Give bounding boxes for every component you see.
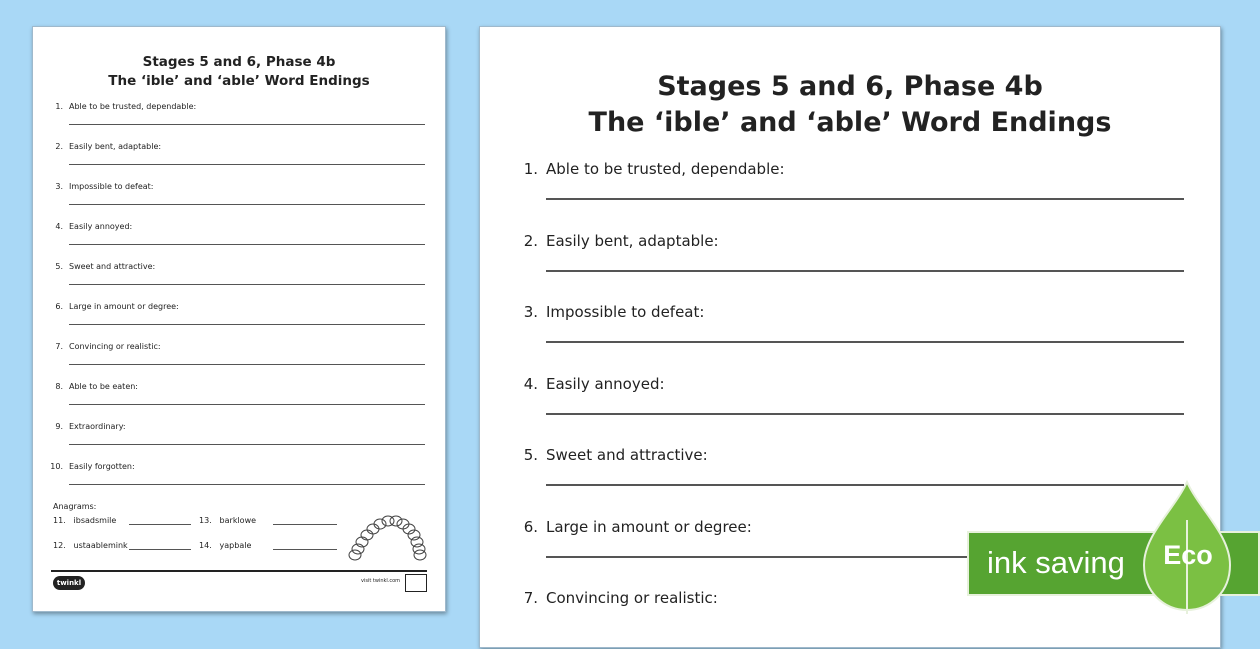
anagram-word: ustaablemink bbox=[73, 541, 128, 550]
footer-url: visit twinkl.com bbox=[361, 578, 401, 584]
question-text: Easily bent, adaptable: bbox=[546, 232, 719, 250]
question-number: 4. bbox=[55, 222, 63, 231]
question-item bbox=[480, 303, 1220, 363]
question-number: 7. bbox=[55, 342, 63, 351]
question-number: 5. bbox=[523, 446, 538, 464]
page-title-line1: Stages 5 and 6, Phase 4b bbox=[142, 54, 336, 70]
anagrams-heading: Anagrams: bbox=[53, 502, 97, 511]
page-title-line2: The ‘ible’ and ‘able’ Word Endings bbox=[588, 107, 1112, 138]
question-text: Convincing or realistic: bbox=[546, 589, 718, 607]
ink-saving-text: ink saving bbox=[987, 545, 1125, 580]
question-number: 1. bbox=[55, 102, 63, 111]
question-item bbox=[480, 589, 1220, 649]
answer-line bbox=[69, 244, 425, 245]
page-title-line1: Stages 5 and 6, Phase 4b bbox=[657, 71, 1043, 102]
question-item bbox=[33, 102, 445, 142]
answer-line bbox=[129, 549, 191, 550]
question-number: 5. bbox=[55, 262, 63, 271]
answer-line bbox=[69, 444, 425, 445]
answer-line bbox=[273, 549, 337, 550]
question-number: 6. bbox=[55, 302, 63, 311]
answer-line bbox=[69, 324, 425, 325]
question-text: Easily bent, adaptable: bbox=[69, 142, 162, 151]
answer-line bbox=[69, 284, 425, 285]
page-title-line2: The ‘ible’ and ‘able’ Word Endings bbox=[108, 73, 370, 89]
question-text: Easily annoyed: bbox=[69, 222, 133, 231]
question-item bbox=[33, 262, 445, 302]
question-text: Able to be trusted, dependable: bbox=[546, 160, 785, 178]
answer-line bbox=[69, 404, 425, 405]
question-item bbox=[33, 182, 445, 222]
answer-line bbox=[546, 270, 1184, 272]
question-text: Sweet and attractive: bbox=[69, 262, 156, 271]
anagram-item bbox=[199, 516, 256, 525]
question-number: 6. bbox=[523, 518, 538, 536]
eco-label: Eco bbox=[1163, 540, 1213, 570]
anagram-item bbox=[53, 516, 116, 525]
question-number: 8. bbox=[55, 382, 63, 391]
slinky-spring-illustration bbox=[345, 505, 431, 563]
question-number: 7. bbox=[523, 589, 538, 607]
answer-line bbox=[129, 524, 191, 525]
answer-line bbox=[546, 484, 1184, 486]
twinkl-logo: twinkl bbox=[53, 576, 85, 590]
question-item bbox=[480, 160, 1220, 220]
anagram-number: 13. bbox=[199, 516, 212, 525]
question-item bbox=[33, 342, 445, 382]
answer-line bbox=[546, 413, 1184, 415]
question-text: Able to be eaten: bbox=[69, 382, 139, 391]
answer-line bbox=[69, 484, 425, 485]
question-text: Easily forgotten: bbox=[69, 462, 135, 471]
question-text: Sweet and attractive: bbox=[546, 446, 708, 464]
question-text: Easily annoyed: bbox=[546, 375, 665, 393]
anagram-word: ibsadsmile bbox=[73, 516, 117, 525]
question-number: 2. bbox=[523, 232, 538, 250]
question-number: 10. bbox=[50, 462, 63, 471]
question-number: 2. bbox=[55, 142, 63, 151]
answer-line bbox=[273, 524, 337, 525]
question-item bbox=[33, 422, 445, 462]
answer-line bbox=[546, 341, 1184, 343]
anagram-number: 14. bbox=[199, 541, 212, 550]
question-item bbox=[480, 375, 1220, 435]
anagram-word: yapbale bbox=[219, 541, 252, 550]
question-item bbox=[33, 382, 445, 422]
question-item bbox=[480, 446, 1220, 506]
answer-line bbox=[69, 124, 425, 125]
question-text: Impossible to defeat: bbox=[69, 182, 154, 191]
answer-line bbox=[69, 364, 425, 365]
question-text: Impossible to defeat: bbox=[546, 303, 705, 321]
question-text: Large in amount or degree: bbox=[546, 518, 752, 536]
question-text: Able to be trusted, dependable: bbox=[69, 102, 197, 111]
question-text: Convincing or realistic: bbox=[69, 342, 161, 351]
answer-line bbox=[69, 204, 425, 205]
question-item bbox=[33, 302, 445, 342]
question-item bbox=[33, 142, 445, 182]
anagram-item bbox=[53, 541, 128, 550]
footer-rule bbox=[51, 570, 427, 572]
footer-badge-icon bbox=[405, 574, 427, 592]
question-text: Extraordinary: bbox=[69, 422, 126, 431]
answer-line bbox=[69, 164, 425, 165]
question-number: 3. bbox=[523, 303, 538, 321]
question-number: 1. bbox=[523, 160, 538, 178]
question-text: Large in amount or degree: bbox=[69, 302, 179, 311]
answer-line bbox=[546, 198, 1184, 200]
question-number: 9. bbox=[55, 422, 63, 431]
anagram-number: 11. bbox=[53, 516, 66, 525]
question-item bbox=[480, 232, 1220, 292]
question-item bbox=[33, 462, 445, 502]
question-number: 4. bbox=[523, 375, 538, 393]
worksheet-thumbnail-page bbox=[32, 26, 446, 612]
anagram-word: barklowe bbox=[219, 516, 257, 525]
anagram-number: 12. bbox=[53, 541, 66, 550]
anagram-item bbox=[199, 541, 251, 550]
question-item bbox=[33, 222, 445, 262]
question-number: 3. bbox=[55, 182, 63, 191]
